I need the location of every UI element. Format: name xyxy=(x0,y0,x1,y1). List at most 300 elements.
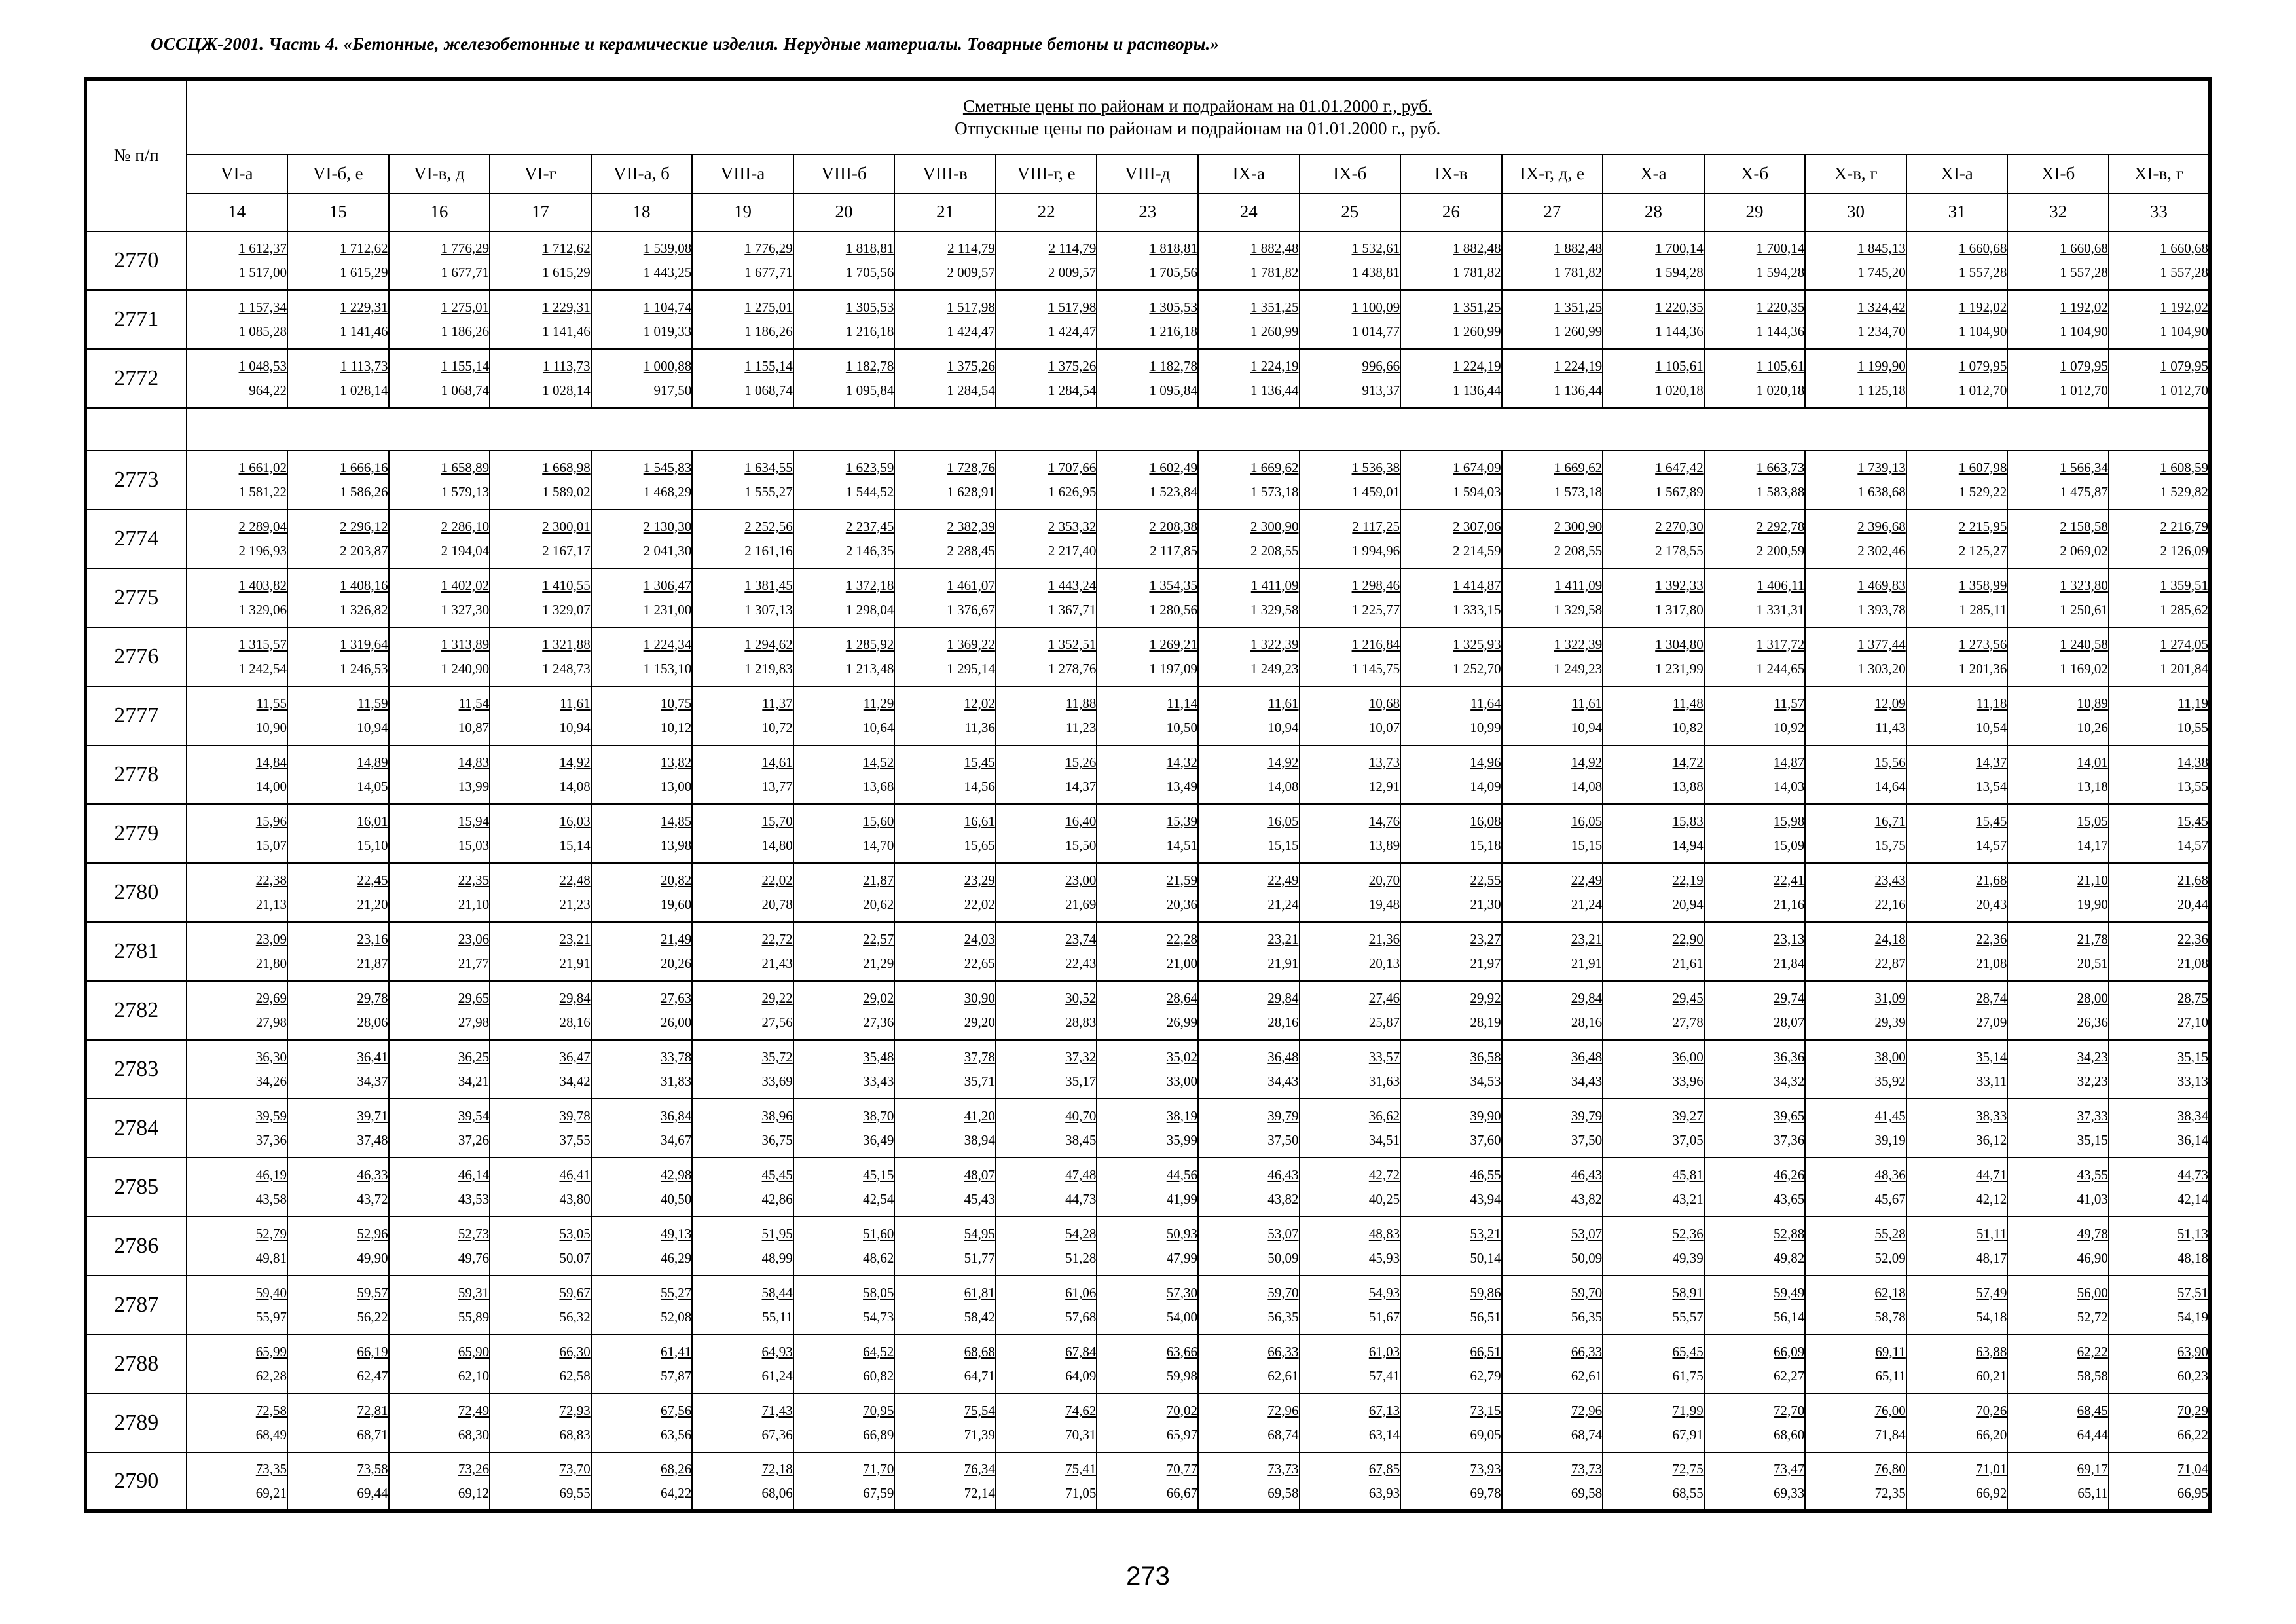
release-price: 21,13 xyxy=(255,896,287,912)
row-code: 2785 xyxy=(86,1158,187,1217)
estimate-price: 52,73 xyxy=(458,1225,490,1242)
release-price: 13,99 xyxy=(458,778,490,794)
estimate-price: 51,95 xyxy=(761,1225,793,1242)
release-price: 14,94 xyxy=(1672,837,1704,853)
release-price: 27,56 xyxy=(761,1014,793,1030)
estimate-price: 1 354,35 xyxy=(1149,577,1197,593)
table-row xyxy=(86,804,2210,863)
price-cell xyxy=(1097,1335,1198,1393)
price-cell xyxy=(2007,1040,2109,1099)
estimate-price: 23,21 xyxy=(1571,931,1603,947)
release-price: 50,09 xyxy=(1267,1249,1299,1266)
price-cell xyxy=(591,922,693,981)
release-price: 46,29 xyxy=(660,1249,692,1266)
release-price: 58,42 xyxy=(964,1308,995,1325)
release-price: 43,82 xyxy=(1267,1190,1299,1207)
release-price: 1 104,90 xyxy=(2060,323,2108,339)
table-row xyxy=(86,627,2210,686)
release-price: 1 329,07 xyxy=(542,601,591,618)
release-price: 66,22 xyxy=(2177,1426,2208,1443)
price-cell xyxy=(894,231,996,290)
price-cell xyxy=(894,804,996,863)
price-cell xyxy=(591,1452,693,1511)
release-price: 28,06 xyxy=(357,1014,388,1030)
release-price: 68,06 xyxy=(761,1485,793,1501)
estimate-price: 1 319,64 xyxy=(340,636,388,652)
release-price: 49,81 xyxy=(255,1249,287,1266)
release-price: 10,90 xyxy=(255,719,287,735)
price-cell xyxy=(287,863,389,922)
price-cell xyxy=(187,1040,288,1099)
release-price: 2 288,45 xyxy=(947,542,995,559)
price-cell xyxy=(996,922,1097,981)
table-row xyxy=(86,1099,2210,1158)
estimate-price: 1 660,68 xyxy=(2060,240,2108,256)
price-cell xyxy=(1603,1099,1704,1158)
release-price: 11,43 xyxy=(1875,719,1906,735)
release-price: 37,60 xyxy=(1470,1132,1501,1148)
price-cell xyxy=(1906,627,2008,686)
release-price: 1 095,84 xyxy=(845,382,894,398)
price-cell xyxy=(996,451,1097,509)
price-cell xyxy=(2109,231,2210,290)
estimate-price: 1 668,98 xyxy=(542,459,591,475)
release-price: 69,55 xyxy=(559,1485,591,1501)
price-cell xyxy=(1198,863,1300,922)
price-cell xyxy=(187,1335,288,1393)
estimate-price: 1 298,46 xyxy=(1351,577,1400,593)
estimate-price: 70,02 xyxy=(1166,1402,1197,1418)
price-cell xyxy=(1502,1099,1603,1158)
estimate-price: 1 000,88 xyxy=(643,358,692,374)
column-number-row xyxy=(86,193,2210,231)
estimate-price: 15,98 xyxy=(1774,813,1805,829)
release-price: 21,20 xyxy=(357,896,388,912)
price-cell xyxy=(1603,1452,1704,1511)
estimate-price: 1 313,89 xyxy=(441,636,490,652)
price-cell xyxy=(692,627,793,686)
table-row xyxy=(86,509,2210,568)
price-cell xyxy=(490,981,591,1040)
price-cell xyxy=(2007,686,2109,745)
price-cell xyxy=(1502,863,1603,922)
price-cell xyxy=(287,686,389,745)
release-price: 13,55 xyxy=(2177,778,2208,794)
release-price: 22,87 xyxy=(1874,955,1906,971)
release-price: 2 041,30 xyxy=(643,542,692,559)
release-price: 1 745,20 xyxy=(1857,264,1906,280)
release-price: 49,76 xyxy=(458,1249,490,1266)
estimate-price: 14,92 xyxy=(559,754,591,770)
estimate-price: 21,68 xyxy=(1976,872,2007,888)
release-price: 21,97 xyxy=(1470,955,1501,971)
price-cell xyxy=(894,1099,996,1158)
estimate-price: 1 325,93 xyxy=(1453,636,1501,652)
release-price: 48,17 xyxy=(1976,1249,2007,1266)
district-header: VII-а, б xyxy=(591,155,693,193)
release-price: 1 579,13 xyxy=(441,483,490,500)
price-cell xyxy=(591,1335,693,1393)
estimate-price: 22,36 xyxy=(2177,931,2208,947)
release-price: 14,37 xyxy=(1065,778,1097,794)
district-header: VIII-г, е xyxy=(996,155,1097,193)
estimate-price: 63,88 xyxy=(1976,1343,2007,1359)
estimate-price: 28,74 xyxy=(1976,989,2007,1006)
price-cell xyxy=(2109,1452,2210,1511)
estimate-price: 30,90 xyxy=(964,989,995,1006)
release-price: 1 376,67 xyxy=(947,601,995,618)
price-cell xyxy=(187,745,288,804)
estimate-price: 1 669,62 xyxy=(1250,459,1299,475)
release-price: 1 169,02 xyxy=(2060,660,2108,676)
release-price: 44,73 xyxy=(1065,1190,1097,1207)
estimate-price: 71,04 xyxy=(2177,1460,2208,1477)
price-cell xyxy=(894,686,996,745)
price-cell xyxy=(591,451,693,509)
district-header: VI-г xyxy=(490,155,591,193)
price-cell xyxy=(2109,804,2210,863)
estimate-price: 2 270,30 xyxy=(1655,518,1704,534)
release-price: 43,94 xyxy=(1470,1190,1501,1207)
release-price: 43,80 xyxy=(559,1190,591,1207)
release-price: 62,61 xyxy=(1267,1367,1299,1384)
row-code: 2790 xyxy=(86,1452,187,1511)
estimate-price: 1 285,92 xyxy=(845,636,894,652)
release-price: 34,43 xyxy=(1571,1073,1603,1089)
estimate-price: 74,62 xyxy=(1065,1402,1097,1418)
price-cell xyxy=(2007,1217,2109,1276)
district-header: VIII-б xyxy=(793,155,895,193)
estimate-price: 48,83 xyxy=(1368,1225,1400,1242)
estimate-price: 15,83 xyxy=(1672,813,1704,829)
release-price: 65,11 xyxy=(1875,1367,1906,1384)
row-code: 2771 xyxy=(86,290,187,349)
estimate-price: 1 048,53 xyxy=(238,358,287,374)
release-price: 34,67 xyxy=(660,1132,692,1148)
price-cell xyxy=(490,804,591,863)
estimate-price: 24,03 xyxy=(964,931,995,947)
price-cell xyxy=(1805,231,1906,290)
price-cell xyxy=(1400,509,1502,568)
release-price: 57,68 xyxy=(1065,1308,1097,1325)
release-price: 2 200,59 xyxy=(1756,542,1805,559)
release-price: 68,55 xyxy=(1672,1485,1704,1501)
price-cell xyxy=(1097,451,1198,509)
price-cell xyxy=(1400,1276,1502,1335)
release-price: 1 594,03 xyxy=(1453,483,1501,500)
estimate-price: 1 381,45 xyxy=(744,577,793,593)
release-price: 37,50 xyxy=(1571,1132,1603,1148)
price-cell xyxy=(1906,1276,2008,1335)
estimate-price: 72,58 xyxy=(255,1402,287,1418)
release-price: 28,83 xyxy=(1065,1014,1097,1030)
estimate-price: 1 392,33 xyxy=(1655,577,1704,593)
price-cell xyxy=(793,349,895,408)
estimate-price: 33,57 xyxy=(1368,1048,1400,1065)
release-price: 33,69 xyxy=(761,1073,793,1089)
price-cell xyxy=(1198,922,1300,981)
release-price: 26,00 xyxy=(660,1014,692,1030)
price-cell xyxy=(389,451,490,509)
release-price: 1 012,70 xyxy=(1958,382,2007,398)
price-table xyxy=(84,77,2212,1513)
estimate-price: 1 182,78 xyxy=(845,358,894,374)
price-cell xyxy=(1805,1393,1906,1452)
price-cell xyxy=(591,1158,693,1217)
estimate-price: 69,17 xyxy=(2077,1460,2108,1477)
estimate-price: 68,26 xyxy=(660,1460,692,1477)
price-cell xyxy=(996,1452,1097,1511)
estimate-price: 14,96 xyxy=(1470,754,1501,770)
price-cell xyxy=(2109,627,2210,686)
table-row xyxy=(86,1393,2210,1452)
price-cell xyxy=(1300,1099,1401,1158)
release-price: 34,51 xyxy=(1368,1132,1400,1148)
release-price: 69,05 xyxy=(1470,1426,1501,1443)
release-price: 36,75 xyxy=(761,1132,793,1148)
price-cell xyxy=(2007,981,2109,1040)
estimate-price: 22,45 xyxy=(357,872,388,888)
estimate-price: 2 208,38 xyxy=(1149,518,1197,534)
release-price: 21,91 xyxy=(559,955,591,971)
estimate-price: 23,13 xyxy=(1774,931,1805,947)
release-price: 10,12 xyxy=(660,719,692,735)
release-price: 2 009,57 xyxy=(947,264,995,280)
estimate-price: 1 369,22 xyxy=(947,636,995,652)
row-code: 2778 xyxy=(86,745,187,804)
price-cell xyxy=(287,509,389,568)
price-cell xyxy=(996,1276,1097,1335)
price-cell xyxy=(692,349,793,408)
price-cell xyxy=(287,804,389,863)
release-price: 68,74 xyxy=(1267,1426,1299,1443)
price-cell xyxy=(793,863,895,922)
release-price: 35,15 xyxy=(2077,1132,2108,1148)
release-price: 1 104,90 xyxy=(1958,323,2007,339)
price-cell xyxy=(389,804,490,863)
price-cell xyxy=(1805,509,1906,568)
price-cell xyxy=(1603,1335,1704,1393)
table-row xyxy=(86,1335,2210,1393)
price-cell xyxy=(591,1099,693,1158)
release-price: 10,54 xyxy=(1976,719,2007,735)
estimate-price: 1 607,98 xyxy=(1958,459,2007,475)
release-price: 52,09 xyxy=(1874,1249,1906,1266)
estimate-price: 1 406,11 xyxy=(1757,577,1805,593)
estimate-price: 16,08 xyxy=(1470,813,1501,829)
release-price: 1 141,46 xyxy=(542,323,591,339)
estimate-price: 2 396,68 xyxy=(1857,518,1906,534)
price-cell xyxy=(1704,745,1806,804)
estimate-price: 54,93 xyxy=(1368,1284,1400,1301)
price-cell xyxy=(2109,290,2210,349)
price-cell xyxy=(793,451,895,509)
price-cell xyxy=(1300,745,1401,804)
estimate-price: 46,19 xyxy=(255,1166,287,1183)
estimate-price: 1 372,18 xyxy=(845,577,894,593)
estimate-price: 38,34 xyxy=(2177,1107,2208,1124)
price-cell xyxy=(389,1276,490,1335)
release-price: 68,60 xyxy=(1774,1426,1805,1443)
estimate-price: 73,26 xyxy=(458,1460,490,1477)
estimate-price: 23,27 xyxy=(1470,931,1501,947)
price-cell xyxy=(1502,568,1603,627)
release-price: 72,14 xyxy=(964,1485,995,1501)
estimate-price: 1 728,76 xyxy=(947,459,995,475)
release-price: 61,75 xyxy=(1672,1367,1704,1384)
estimate-price: 1 192,02 xyxy=(2160,299,2208,315)
estimate-price: 66,19 xyxy=(357,1343,388,1359)
release-price: 61,24 xyxy=(761,1367,793,1384)
price-cell xyxy=(1906,451,2008,509)
estimate-price: 33,78 xyxy=(660,1048,692,1065)
release-price: 2 203,87 xyxy=(340,542,388,559)
estimate-price: 2 292,78 xyxy=(1756,518,1805,534)
price-cell xyxy=(1300,1276,1401,1335)
estimate-price: 1 700,14 xyxy=(1655,240,1704,256)
price-cell xyxy=(1603,451,1704,509)
estimate-price: 11,61 xyxy=(560,695,591,711)
release-price: 21,16 xyxy=(1774,896,1805,912)
release-price: 43,82 xyxy=(1571,1190,1603,1207)
estimate-prices-title: Сметные цены по районам и подрайонам на 01.01.2000 г., руб. xyxy=(962,96,1432,116)
estimate-price: 35,02 xyxy=(1166,1048,1197,1065)
estimate-price: 2 130,30 xyxy=(643,518,692,534)
estimate-price: 23,74 xyxy=(1065,931,1097,947)
release-price: 1 307,13 xyxy=(744,601,793,618)
release-price: 68,83 xyxy=(559,1426,591,1443)
price-cell xyxy=(1603,568,1704,627)
price-cell xyxy=(1502,1335,1603,1393)
district-header: IX-а xyxy=(1198,155,1300,193)
column-number: 15 xyxy=(287,193,389,231)
price-cell xyxy=(1300,627,1401,686)
row-code: 2774 xyxy=(86,509,187,568)
table-row xyxy=(86,1276,2210,1335)
estimate-price: 44,56 xyxy=(1166,1166,1197,1183)
row-code: 2773 xyxy=(86,451,187,509)
estimate-price: 1 224,19 xyxy=(1453,358,1501,374)
district-header: XI-в, г xyxy=(2109,155,2210,193)
price-cell xyxy=(591,509,693,568)
release-price: 56,35 xyxy=(1571,1308,1603,1325)
price-cell xyxy=(692,1452,793,1511)
price-cell xyxy=(1198,349,1300,408)
estimate-price: 1 661,02 xyxy=(238,459,287,475)
estimate-price: 53,05 xyxy=(559,1225,591,1242)
row-code: 2781 xyxy=(86,922,187,981)
release-price: 15,50 xyxy=(1065,837,1097,853)
estimate-price: 29,92 xyxy=(1470,989,1501,1006)
price-cell xyxy=(187,1217,288,1276)
price-cell xyxy=(591,231,693,290)
price-cell xyxy=(1502,804,1603,863)
price-cell xyxy=(1097,1393,1198,1452)
row-code: 2775 xyxy=(86,568,187,627)
estimate-price: 29,45 xyxy=(1672,989,1704,1006)
estimate-price: 1 157,34 xyxy=(238,299,287,315)
price-cell xyxy=(1300,290,1401,349)
estimate-price: 1 414,87 xyxy=(1453,577,1501,593)
price-cell xyxy=(2109,1217,2210,1276)
release-price: 1 705,56 xyxy=(845,264,894,280)
price-cell xyxy=(1704,686,1806,745)
price-cell xyxy=(2109,568,2210,627)
price-cell xyxy=(287,1452,389,1511)
release-price: 11,23 xyxy=(1065,719,1097,735)
price-cell xyxy=(1704,1393,1806,1452)
estimate-price: 14,32 xyxy=(1166,754,1197,770)
row-code: 2782 xyxy=(86,981,187,1040)
release-price: 21,91 xyxy=(1571,955,1603,971)
release-price: 1 367,71 xyxy=(1048,601,1097,618)
price-cell xyxy=(1198,804,1300,863)
release-price: 51,67 xyxy=(1368,1308,1400,1325)
estimate-price: 48,36 xyxy=(1874,1166,1906,1183)
estimate-price: 28,64 xyxy=(1166,989,1197,1006)
district-header: XI-б xyxy=(2007,155,2109,193)
release-price: 13,68 xyxy=(863,778,894,794)
price-cell xyxy=(793,568,895,627)
release-price: 38,45 xyxy=(1065,1132,1097,1148)
price-cell xyxy=(490,1217,591,1276)
estimate-price: 46,14 xyxy=(458,1166,490,1183)
release-price: 34,32 xyxy=(1774,1073,1805,1089)
release-price: 66,67 xyxy=(1166,1485,1197,1501)
estimate-price: 66,09 xyxy=(1774,1343,1805,1359)
estimate-price: 24,18 xyxy=(1874,931,1906,947)
estimate-price: 1 845,13 xyxy=(1857,240,1906,256)
estimate-price: 1 411,09 xyxy=(1250,577,1299,593)
table-row xyxy=(86,1452,2210,1511)
release-price: 42,14 xyxy=(2177,1190,2208,1207)
estimate-price: 1 321,88 xyxy=(542,636,591,652)
release-price: 2 214,59 xyxy=(1453,542,1501,559)
estimate-price: 1 712,62 xyxy=(542,240,591,256)
price-cell xyxy=(187,1452,288,1511)
price-cell xyxy=(1704,981,1806,1040)
estimate-price: 36,84 xyxy=(660,1107,692,1124)
price-cell xyxy=(1300,981,1401,1040)
release-price: 51,28 xyxy=(1065,1249,1097,1266)
release-price: 64,44 xyxy=(2077,1426,2108,1443)
release-price: 15,03 xyxy=(458,837,490,853)
price-cell xyxy=(1805,804,1906,863)
price-cell xyxy=(1097,568,1198,627)
estimate-price: 1 375,26 xyxy=(1048,358,1097,374)
release-price: 10,87 xyxy=(458,719,490,735)
release-price: 2 217,40 xyxy=(1048,542,1097,559)
estimate-price: 10,89 xyxy=(2077,695,2108,711)
release-price: 1 278,76 xyxy=(1048,660,1097,676)
price-cell xyxy=(287,231,389,290)
price-cell xyxy=(894,1452,996,1511)
release-price: 55,97 xyxy=(255,1308,287,1325)
estimate-price: 1 113,73 xyxy=(542,358,591,374)
release-price: 68,71 xyxy=(357,1426,388,1443)
estimate-price: 72,75 xyxy=(1672,1460,1704,1477)
price-cell xyxy=(2007,349,2109,408)
release-price: 45,43 xyxy=(964,1190,995,1207)
release-price: 49,39 xyxy=(1672,1249,1704,1266)
row-code: 2783 xyxy=(86,1040,187,1099)
price-cell xyxy=(1805,686,1906,745)
price-cell xyxy=(1906,1099,2008,1158)
price-cell xyxy=(894,922,996,981)
column-number: 30 xyxy=(1805,193,1906,231)
estimate-price: 36,62 xyxy=(1368,1107,1400,1124)
estimate-price: 53,07 xyxy=(1267,1225,1299,1242)
